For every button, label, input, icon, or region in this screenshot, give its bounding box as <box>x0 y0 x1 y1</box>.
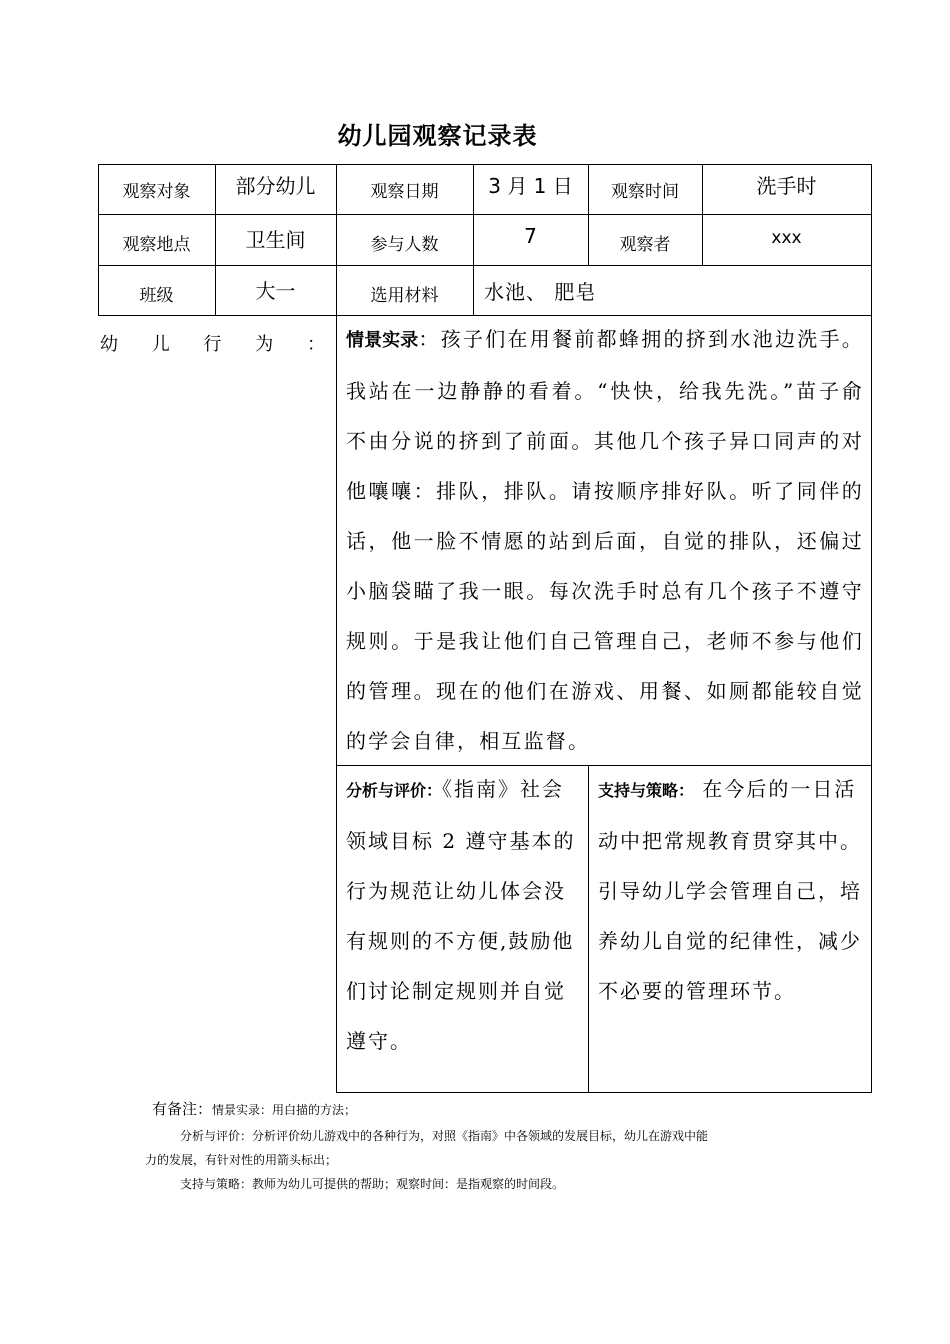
side-char: 行 <box>203 334 222 355</box>
value-count: 7 <box>524 224 537 248</box>
behavior-record <box>346 314 864 766</box>
analysis-text: 《指南》社会领域目标 2 遵守基本的行为规范让幼儿体会没有规则的不方便,鼓励他们讨论制定规则并自觉遵守。 <box>346 777 576 1053</box>
value-place: 卫生间 <box>245 228 306 252</box>
label-observer: 观察者 <box>619 235 671 255</box>
notes-head: 有备注： <box>152 1100 213 1118</box>
label-target: 观察对象 <box>122 182 191 202</box>
notes-line-3: 力的发展，有针对性的用箭头标出； <box>145 1153 338 1167</box>
behavior-side-label <box>100 330 325 356</box>
page-title: 幼儿园观察记录表 <box>337 122 538 150</box>
behavior-heading: 情景实录 <box>346 330 419 351</box>
analysis-section <box>346 764 580 1066</box>
value-observer: xxx <box>771 228 802 248</box>
notes-line-1 <box>152 1098 356 1119</box>
value-material: 水池、 肥皂 <box>484 280 597 304</box>
notes-text-1: 情景实录：用白描的方法； <box>212 1103 357 1117</box>
label-time: 观察时间 <box>611 182 679 202</box>
side-char: ： <box>307 334 325 355</box>
notes-line-4: 支持与策略：教师为幼儿可提供的帮助；观察时间：是指观察的时间段。 <box>180 1177 565 1191</box>
strategy-heading: 支持与策略： <box>598 781 695 800</box>
value-class: 大一 <box>255 279 296 303</box>
notes-line-2: 分析与评价：分析评价幼儿游戏中的各种行为，对照《指南》中各领域的发展目标，幼儿在游戏中能 <box>180 1129 709 1143</box>
analysis-heading: 分析与评价： <box>346 781 443 800</box>
behavior-text: ：孩子们在用餐前都蜂拥的挤到水池边洗手。我站在一边静静的看着。“快快，给我先洗。”苗子俞不由分说的挤到了前面。其他几个孩子异口同声的对他嚷嚷：排队，排队。请按顺序排好队。听了同伴的话，他一脸不情愿的站到后面，自觉的排队，还偏过小脑袋瞄了我一眼。每次洗手时总有几个孩子不遵守规则。于是我让他们自己管理自己，老师不参与他们的管理。现在的他们在游戏、用餐、如厕都能较自觉的学会自律，相互监督。 <box>346 327 865 753</box>
side-char: 为 <box>255 334 274 355</box>
strategy-text: 在今后的一日活动中把常规教育贯穿其中。引导幼儿学会管理自己，培养幼儿自觉的纪律性，减少不必要的管理环节。 <box>598 777 862 1003</box>
side-char: 儿 <box>151 334 170 355</box>
label-count: 参与人数 <box>370 235 439 255</box>
label-date: 观察日期 <box>370 182 439 202</box>
label-place: 观察地点 <box>122 235 191 255</box>
value-date: 3 月 1 日 <box>488 174 573 198</box>
value-target: 部分幼儿 <box>235 174 316 198</box>
value-time: 洗手时 <box>756 174 817 198</box>
strategy-section <box>598 764 864 1016</box>
label-class: 班级 <box>139 286 174 306</box>
label-material: 选用材料 <box>370 286 439 306</box>
side-char: 幼 <box>100 334 118 355</box>
